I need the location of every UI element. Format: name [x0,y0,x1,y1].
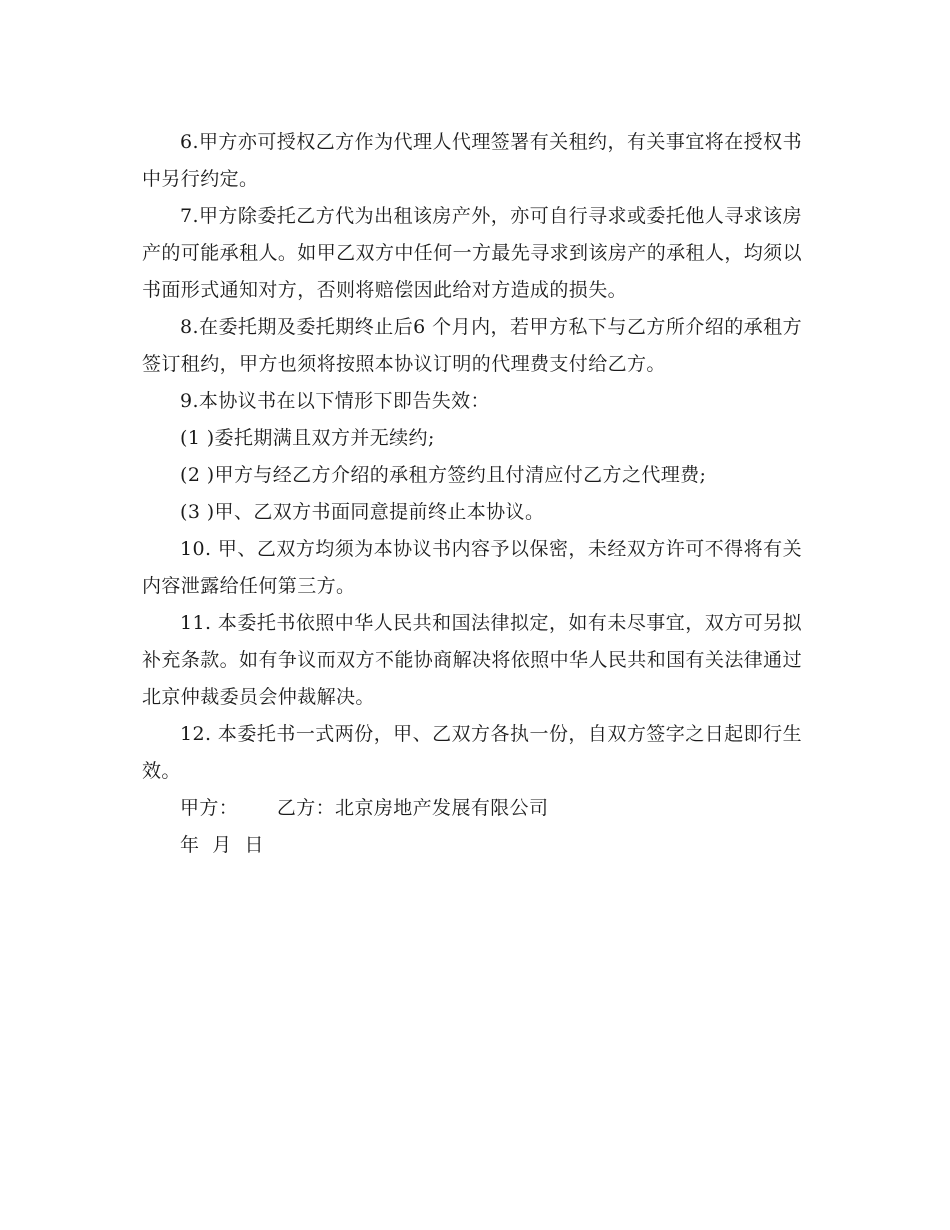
clause-9: 9.本协议书在以下情形下即告失效： [180,390,490,412]
clause-9-item-2: (2 )甲方与经乙方介绍的承租方签约且付清应付乙方之代理费; [180,464,707,486]
clause-10: 10. 甲、乙双方均须为本协议书内容予以保密，未经双方许可不得将有关内容泄露给任何第三方。 [142,538,802,597]
clause-9-item-3: (3 )甲、乙双方书面同意提前终止本协议。 [180,501,545,523]
clause-7: 7.甲方除委托乙方代为出租该房产外，亦可自行寻求或委托他人寻求该房产的可能承租人。如甲乙双方中任何一方最先寻求到该房产的承租人，均须以书面形式通知对方，否则将赔偿因此给对方造成的损失。 [142,205,802,301]
clause-8: 8.在委托期及委托期终止后6 个月内，若甲方私下与乙方所介绍的承租方签订租约，甲方也须将按照本协议订明的代理费支付给乙方。 [142,316,802,375]
clause-11: 11. 本委托书依照中华人民共和国法律拟定，如有未尽事宜，双方可另拟补充条款。如有争议而双方不能协商解决将依照中华人民共和国有关法律通过北京仲裁委员会仲裁解决。 [142,612,802,708]
clause-9-item-1: (1 )委托期满且双方并无续约; [180,427,435,449]
clause-6: 6.甲方亦可授权乙方作为代理人代理签署有关租约，有关事宜将在授权书中另行约定。 [142,131,802,190]
date-line: 年 月 日 [180,834,264,856]
document-body [142,124,802,864]
clause-12: 12. 本委托书一式两份，甲、乙双方各执一份，自双方签字之日起即行生效。 [142,723,802,782]
signature-line: 甲方： 乙方：北京房地产发展有限公司 [180,797,549,819]
